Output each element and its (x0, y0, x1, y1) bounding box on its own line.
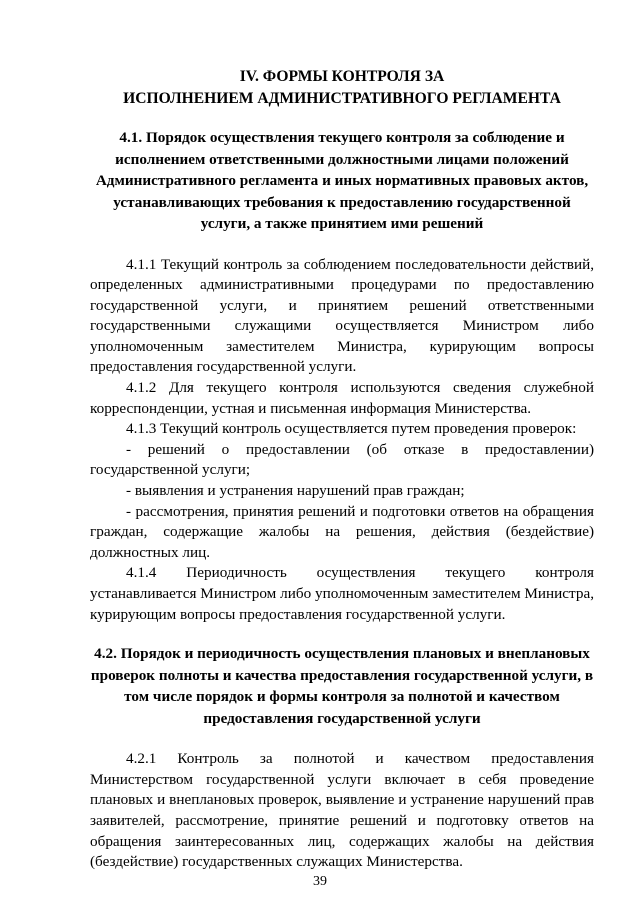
list-item-appeals: - рассмотрения, принятия решений и подготовки ответов на обращения граждан, содержащие жалобы на решения, действия (бездействие) должностных лиц. (90, 502, 594, 561)
paragraph-4-1-3: 4.1.3 Текущий контроль осуществляется путем проведения проверок: (126, 420, 577, 438)
subsection-title-line: устанавливающих требования к предоставлению государственной (113, 193, 571, 211)
list-item-violations: - выявления и устранения нарушений прав граждан; (126, 482, 465, 500)
section-title-line-2: ИСПОЛНЕНИЕМ АДМИНИСТРАТИВНОГО РЕГЛАМЕНТА (123, 89, 561, 107)
document-page (90, 66, 594, 873)
subsection-title-line: Административного регламента и иных нормативных правовых актов, (95, 172, 589, 189)
list-item-decisions: - решений о предоставлении (об отказе в предоставлении) государственной услуги; (90, 440, 594, 479)
page-number: 39 (313, 874, 327, 889)
paragraph-4-1-2: 4.1.2 Для текущего контроля используются сведения служебной корреспонденции, устная и письменная информация Министерства. (90, 379, 594, 417)
subsection-title-line: 4.2. Порядок и периодичность осуществления плановых и внеплановых (94, 645, 590, 663)
subsection-4-2-body (90, 749, 594, 873)
paragraph-4-2-1: 4.2.1 Контроль за полнотой и качеством предоставления Министерством государственной услуги включает в себя проведение плановых и внеплановых проверок, выявление и устранение нарушений прав заявителей, рассмотрение, принятие решений и подготовку ответов на обращения заинтересованных лиц, содержащих жалобы на действия (бездействие) государственных служащих Министерства. (90, 750, 594, 871)
subsection-4-2-title (90, 643, 594, 729)
paragraph-4-1-4: 4.1.4 Периодичность осуществления текущего контроля устанавливается Министром либо уполномоченным заместителем Министра, курирующим вопросы предоставления государственной услуги. (90, 564, 594, 623)
subsection-title-line: проверок полноты и качества предоставления государственной услуги, в (90, 666, 594, 684)
subsection-title-line: том числе порядок и формы контроля за полнотой и качеством (124, 688, 560, 706)
subsection-title-line: 4.1. Порядок осуществления текущего контроля за соблюдение и (119, 129, 565, 146)
paragraph-4-1-1: 4.1.1 Текущий контроль за соблюдением последовательности действий, определенных административными процедурами по предоставлению государственной услуги, и принятием решений ответственными государственными служащими осуществляется Министром либо уполномоченным заместителем Министра, курирующим вопросы предоставления государственной услуги. (90, 255, 594, 376)
section-title-line-1: IV. ФОРМЫ КОНТРОЛЯ ЗА (239, 68, 445, 85)
subsection-4-1-title (90, 127, 594, 235)
subsection-title-line: услуги, а также принятием ими решений (200, 215, 484, 232)
subsection-title-line: исполнением ответственными должностными лицами положений (115, 150, 569, 168)
subsection-4-1-body (90, 255, 594, 626)
subsection-title-line: предоставления государственной услуги (203, 709, 481, 727)
